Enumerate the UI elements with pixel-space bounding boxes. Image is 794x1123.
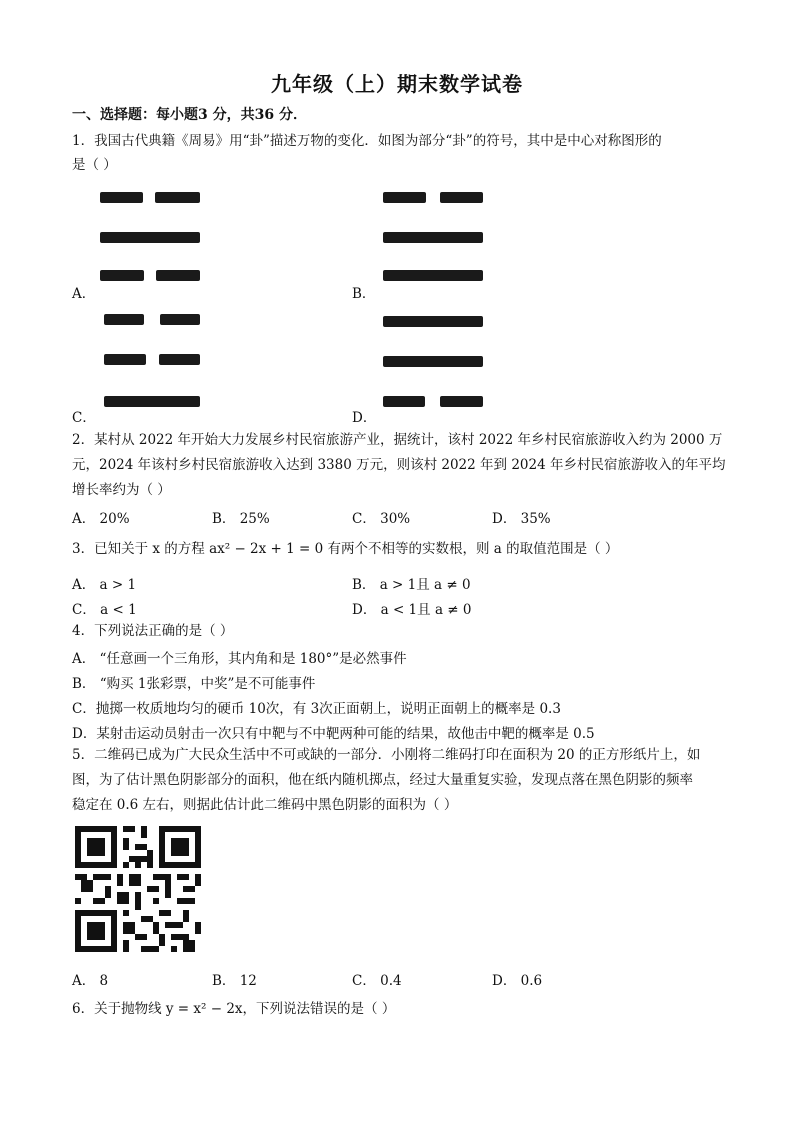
q1-option-a[interactable]: A． (72, 286, 96, 302)
q2-line3: 增长率约为（ ） (72, 482, 171, 498)
q1-line1: 1．我国古代典籍《周易》用“卦”描述万物的变化．如图为部分“卦”的符号，其中是中心对称图形的 (72, 133, 662, 149)
q1-option-c[interactable]: C． (72, 410, 96, 426)
q3-option-b[interactable]: B． a > 1且 a ≠ 0 (352, 577, 471, 593)
q5-line1: 5．二维码已成为广大民众生活中不可或缺的一部分．小刚将二维码打印在面积为 20 的正方形纸片上，如 (72, 747, 701, 763)
q5-line3: 稳定在 0.6 左右，则据此估计此二维码中黑色阴影的面积为（ ） (72, 797, 458, 813)
q2-option-a[interactable]: A． 20% (72, 511, 130, 527)
q4-option-c[interactable]: C．抛掷一枚质地均匀的硬币 10次，有 3次正面朝上，说明正面朝上的概率是 0.3 (72, 701, 561, 717)
q4-option-a[interactable]: A． “任意画一个三角形，其内角和是 180°”是必然事件 (72, 651, 407, 667)
q2-option-d[interactable]: D． 35% (492, 511, 551, 527)
q2-line1: 2．某村从 2022 年开始大力发展乡村民宿旅游产业，据统计，该村 2022 年乡村民宿旅游收入约为 2000 万 (72, 432, 723, 448)
qr-code-image (75, 826, 201, 952)
trigram-b (383, 190, 483, 290)
q3-option-a[interactable]: A． a > 1 (72, 577, 137, 593)
q6-line1: 6．关于抛物线 y = x² − 2x，下列说法错误的是（ ） (72, 1001, 396, 1017)
trigram-d (383, 312, 483, 412)
q3-line1: 3．已知关于 x 的方程 ax² − 2x + 1 = 0 有两个不相等的实数根，则 a 的取值范围是（ ） (72, 541, 619, 557)
q1-line2: 是（ ） (72, 157, 117, 173)
q4-line1: 4．下列说法正确的是（ ） (72, 623, 234, 639)
q4-option-d[interactable]: D．某射击运动员射击一次只有中靶与不中靶两种可能的结果，故他击中靶的概率是 0.5 (72, 726, 595, 742)
section-heading: 一、选择题：每小题3 分，共36 分． (72, 107, 307, 123)
q3-option-d[interactable]: D． a < 1且 a ≠ 0 (352, 602, 472, 618)
q1-option-b[interactable]: B． (352, 286, 376, 302)
q2-option-c[interactable]: C． 30% (352, 511, 411, 527)
q2-line2: 元，2024 年该村乡村民宿旅游收入达到 3380 万元，则该村 2022 年到 2024 年乡村民宿旅游收入的年平均 (72, 457, 726, 473)
q5-option-a[interactable]: A． 8 (72, 973, 109, 989)
trigram-a (100, 190, 200, 290)
q5-option-c[interactable]: C． 0.4 (352, 973, 402, 989)
q5-line2: 图，为了估计黑色阴影部分的面积，他在纸内随机掷点，经过大量重复实验，发现点落在黑色阴影的频率 (72, 772, 693, 788)
q5-option-b[interactable]: B． 12 (212, 973, 257, 989)
q3-option-c[interactable]: C． a < 1 (72, 602, 137, 618)
trigram-c (104, 312, 200, 412)
q4-option-b[interactable]: B． “购买 1张彩票，中奖”是不可能事件 (72, 676, 316, 692)
q2-option-b[interactable]: B． 25% (212, 511, 270, 527)
q5-option-d[interactable]: D． 0.6 (492, 973, 543, 989)
q1-option-d[interactable]: D． (352, 410, 377, 426)
exam-title: 九年级（上）期末数学试卷 (271, 72, 523, 96)
